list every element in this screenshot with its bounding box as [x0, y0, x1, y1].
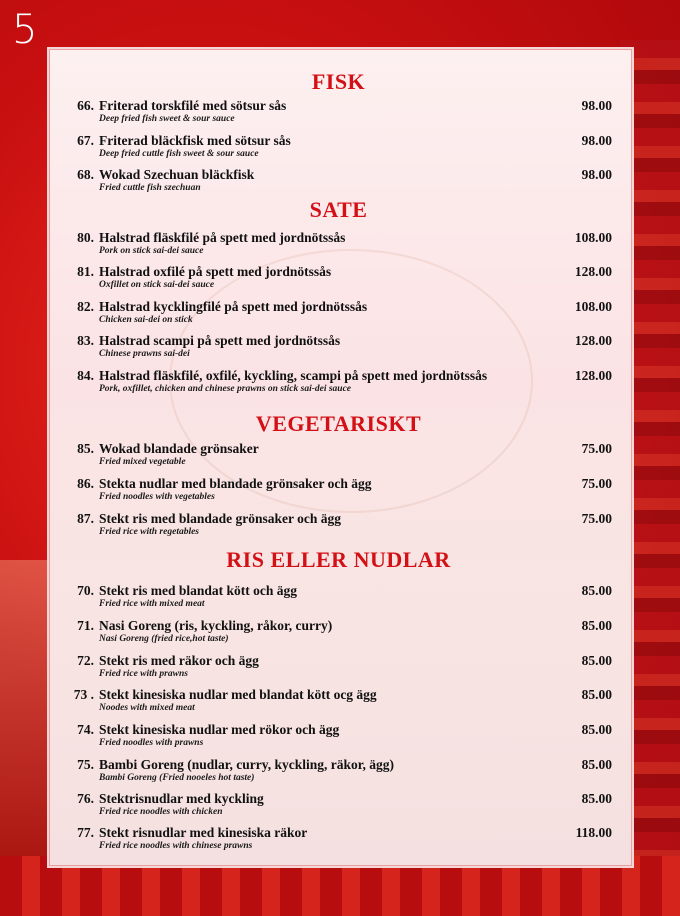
- item-price: 98.00: [581, 167, 612, 182]
- item-description: Fried rice with mixed meat: [99, 599, 205, 609]
- item-number: 83.: [77, 333, 94, 348]
- menu-item: [0, 230, 680, 262]
- section-title: RIS ELLER NUDLAR: [226, 547, 451, 572]
- menu-item: [0, 167, 680, 199]
- item-price: 85.00: [581, 722, 612, 737]
- item-name: Halstrad oxfilé på spett med jordnötssås: [99, 264, 332, 279]
- item-name: Friterad torskfilé med sötsur sås: [99, 98, 287, 113]
- item-number: 73 .: [73, 687, 94, 702]
- section-title: FISK: [311, 69, 366, 94]
- item-price: 85.00: [581, 583, 612, 598]
- page-number: 5: [12, 7, 38, 53]
- menu-item: [0, 825, 680, 857]
- item-description: Pork, oxfillet, chicken and chinese prawns on stick sai-dei sauce: [99, 384, 352, 394]
- menu-item: [0, 618, 680, 650]
- menu-item: [0, 722, 680, 754]
- item-number: 82.: [77, 299, 94, 314]
- section-title: VEGETARISKT: [255, 411, 422, 436]
- item-price: 75.00: [581, 441, 612, 456]
- item-number: 80.: [77, 230, 94, 245]
- item-name: Stekt kinesiska nudlar med blandat kött ocg ägg: [99, 687, 377, 702]
- item-number: 87.: [77, 511, 94, 526]
- item-name: Friterad bläckfisk med sötsur sås: [99, 133, 291, 148]
- item-description: Chicken sai-dei on stick: [99, 315, 193, 325]
- item-name: Stekta nudlar med blandade grönsaker och ägg: [99, 476, 372, 491]
- item-name: Halstrad kycklingfilé på spett med jordnötssås: [99, 299, 368, 314]
- item-number: 71.: [77, 618, 94, 633]
- menu-item: [0, 687, 680, 719]
- item-price: 108.00: [574, 299, 612, 314]
- item-description: Deep fried cuttle fish sweet & sour sauce: [99, 149, 259, 159]
- item-name: Stekt ris med blandade grönsaker och ägg: [99, 511, 342, 526]
- item-price: 85.00: [581, 757, 612, 772]
- item-description: Fried mixed vegetable: [99, 457, 186, 467]
- menu-item: [0, 653, 680, 685]
- menu-item: [0, 333, 680, 365]
- item-description: Noodes with mixed meat: [99, 703, 195, 713]
- menu-item: [0, 368, 680, 400]
- item-price: 118.00: [575, 825, 612, 840]
- item-price: 128.00: [574, 368, 612, 383]
- item-number: 66.: [77, 98, 94, 113]
- item-name: Halstrad fläskfilé, oxfilé, kyckling, scampi på spett med jordnötssås: [99, 368, 488, 383]
- item-number: 74.: [77, 722, 94, 737]
- item-description: Fried rice noodles with chicken: [99, 807, 223, 817]
- item-number: 86.: [77, 476, 94, 491]
- item-number: 85.: [77, 441, 94, 456]
- item-name: Stekt kinesiska nudlar med rökor och ägg: [99, 722, 340, 737]
- item-price: 128.00: [574, 333, 612, 348]
- item-description: Nasi Goreng (fried rice,hot taste): [99, 634, 229, 644]
- item-description: Fried noodles with prawns: [99, 738, 204, 748]
- item-number: 68.: [77, 167, 94, 182]
- item-name: Bambi Goreng (nudlar, curry, kyckling, räkor, ägg): [99, 757, 395, 772]
- item-description: Chinese prawns sai-dei: [99, 349, 190, 359]
- item-description: Deep fried fish sweet & sour sauce: [99, 114, 235, 124]
- item-description: Fried rice noodles with chinese prawns: [99, 841, 253, 851]
- item-name: Stektrisnudlar med kyckling: [99, 791, 264, 806]
- item-description: Pork on stick sai-dei sauce: [99, 246, 204, 256]
- item-description: Fried rice with regetables: [99, 527, 200, 537]
- item-description: Fried noodles with vegetables: [99, 492, 215, 502]
- menu-item: [0, 511, 680, 543]
- item-name: Stekt ris med blandat kött och ägg: [99, 583, 298, 598]
- menu-item: [0, 476, 680, 508]
- menu-item: [0, 98, 680, 130]
- item-price: 108.00: [574, 230, 612, 245]
- item-name: Stekt risnudlar med kinesiska räkor: [99, 825, 308, 840]
- menu-item: [0, 299, 680, 331]
- item-price: 98.00: [581, 133, 612, 148]
- item-name: Wokad Szechuan bläckfisk: [99, 167, 255, 182]
- item-number: 70.: [77, 583, 94, 598]
- item-name: Halstrad fläskfilé på spett med jordnötssås: [99, 230, 346, 245]
- item-price: 75.00: [581, 511, 612, 526]
- menu-item: [0, 441, 680, 473]
- menu-item: [0, 133, 680, 165]
- item-number: 67.: [77, 133, 94, 148]
- item-price: 128.00: [574, 264, 612, 279]
- item-price: 85.00: [581, 791, 612, 806]
- item-number: 77.: [77, 825, 94, 840]
- item-name: Stekt ris med räkor och ägg: [99, 653, 259, 668]
- item-description: Fried cuttle fish szechuan: [99, 183, 201, 193]
- item-name: Wokad blandade grönsaker: [99, 441, 259, 456]
- item-price: 85.00: [581, 687, 612, 702]
- item-price: 75.00: [581, 476, 612, 491]
- item-number: 84.: [77, 368, 94, 383]
- item-price: 98.00: [581, 98, 612, 113]
- menu-item: [0, 791, 680, 823]
- item-price: 85.00: [581, 618, 612, 633]
- item-description: Bambi Goreng (Fried nooeles hot taste): [99, 773, 255, 783]
- menu-item: [0, 757, 680, 789]
- section-title: SATE: [309, 197, 368, 222]
- item-number: 81.: [77, 264, 94, 279]
- item-price: 85.00: [581, 653, 612, 668]
- item-name: Nasi Goreng (ris, kyckling, råkor, curry): [99, 618, 333, 633]
- item-number: 76.: [77, 791, 94, 806]
- item-name: Halstrad scampi på spett med jordnötssås: [99, 333, 341, 348]
- item-description: Oxfillet on stick sai-dei sauce: [99, 280, 215, 290]
- menu-item: [0, 264, 680, 296]
- item-number: 72.: [77, 653, 94, 668]
- item-number: 75.: [77, 757, 94, 772]
- item-description: Fried rice with prawns: [99, 669, 188, 679]
- menu-item: [0, 583, 680, 615]
